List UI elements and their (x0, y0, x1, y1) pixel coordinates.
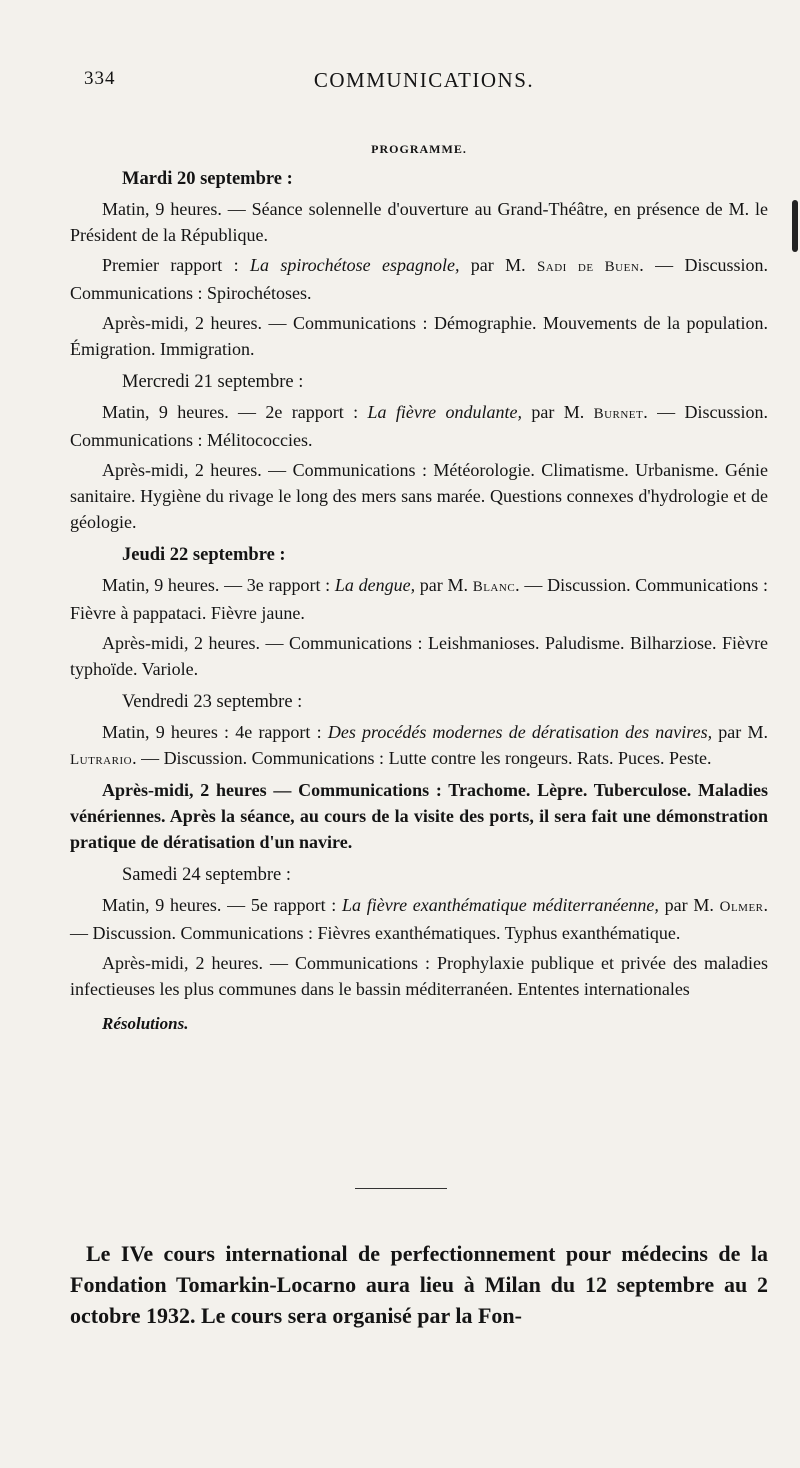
programme-heading: PROGRAMME. (371, 142, 467, 156)
session-text: Matin, 9 heures. — 2e rapport : (102, 402, 368, 422)
session-text: Matin, 9 heures : 4e rapport : (102, 722, 328, 742)
speaker-name: Sadi de Buen (536, 259, 640, 275)
announcement-paragraph: Le IVe cours international de perfectionnement pour médecins de la Fondation Tomarkin-Locarno aura lieu à Milan du 12 septembre au 2 octobre 1932. Le cours sera organisé par la Fon- (70, 1241, 768, 1328)
session-text: par M. (459, 255, 537, 275)
page-header (84, 68, 764, 98)
page-edge-mark (792, 200, 798, 252)
speaker-name: Blanc (472, 579, 516, 595)
day-heading: Jeudi 22 septembre : (122, 545, 286, 565)
session-text: par M. (658, 895, 720, 915)
programme-days (70, 169, 768, 1002)
session-paragraph (70, 892, 768, 946)
session-text: Matin, 9 heures. — 5e rapport : (102, 895, 343, 915)
session-text: . — Discussion. Communications : Fièvre à pappataci. Fièvre jaune. (70, 575, 768, 623)
session-text: . — Discussion. Communications : Fièvres exanthématiques. Typhus exanthématique. (70, 895, 768, 943)
day-heading: Mardi 20 septembre : (122, 169, 293, 189)
report-title: La dengue, (334, 575, 416, 595)
session-paragraph (70, 630, 768, 682)
section-separator (355, 1188, 447, 1189)
session-paragraph (70, 950, 768, 1002)
session-paragraph (70, 252, 768, 306)
day-heading: Mercredi 21 septembre : (122, 372, 304, 392)
session-paragraph (70, 719, 768, 773)
session-text: . — Discussion. Communications : Mélitococcies. (70, 402, 768, 450)
session-paragraph (70, 572, 768, 626)
session-text: . — Discussion. Communications : Lutte contre les rongeurs. Rats. Puces. Peste. (132, 748, 712, 768)
session-paragraph (70, 399, 768, 453)
session-text: par M. (522, 402, 594, 422)
running-title: COMMUNICATIONS. (313, 68, 535, 92)
session-text: Premier rapport : (102, 255, 250, 275)
resolutions-label: Résolutions. (102, 1014, 189, 1033)
programme-section (70, 142, 768, 1034)
session-paragraph (70, 457, 768, 535)
page-number: 334 (84, 68, 116, 89)
session-text: Après-midi, 2 heures — Communications : Trachome. Lèpre. Tuberculose. Maladies vénériennes. Après la séance, au cours de la visite des ports, il sera fait une démonstration pratique de dératisation d'un navire. (70, 780, 768, 852)
session-text: par M. (712, 722, 768, 742)
session-text: Après-midi, 2 heures. — Communications : Météorologie. Climatisme. Urbanisme. Génie sanitaire. Hygiène du rivage le long des mers sans marée. Questions connexes d'hydrologie et de géologie. (70, 460, 768, 532)
report-title: La fièvre ondulante, (367, 402, 522, 422)
speaker-name: Olmer (719, 899, 764, 915)
report-title: La spirochétose espagnole, (249, 255, 460, 275)
day-heading: Samedi 24 septembre : (122, 865, 292, 885)
session-paragraph (70, 196, 768, 248)
session-paragraph (70, 777, 768, 855)
session-text: . — Discussion. Communications : Spirochétoses. (70, 255, 768, 303)
day-heading: Vendredi 23 septembre : (122, 692, 303, 712)
session-text: Matin, 9 heures. — 3e rapport : (102, 575, 335, 595)
session-text: par M. (415, 575, 473, 595)
session-text: Matin, 9 heures. — Séance solennelle d'ouverture au Grand-Théâtre, en présence de M. le Président de la République. (70, 199, 768, 245)
report-title: La fièvre exanthématique méditerranéenne, (342, 895, 659, 915)
session-text: Après-midi, 2 heures. — Communications : Prophylaxie publique et privée des maladies infectieuses les plus communes dans le bassin méditerranéen. Ententes internationales (70, 953, 768, 999)
report-title: Des procédés modernes de dératisation des navires, (327, 722, 713, 742)
speaker-name: Burnet (593, 406, 644, 422)
speaker-name: Lutrario (70, 752, 133, 768)
session-paragraph (70, 310, 768, 362)
session-text: Après-midi, 2 heures. — Communications : Leishmanioses. Paludisme. Bilharziose. Fièvre typhoïde. Variole. (70, 633, 768, 679)
session-text: Après-midi, 2 heures. — Communications : Démographie. Mouvements de la population. Émigration. Immigration. (70, 313, 768, 359)
